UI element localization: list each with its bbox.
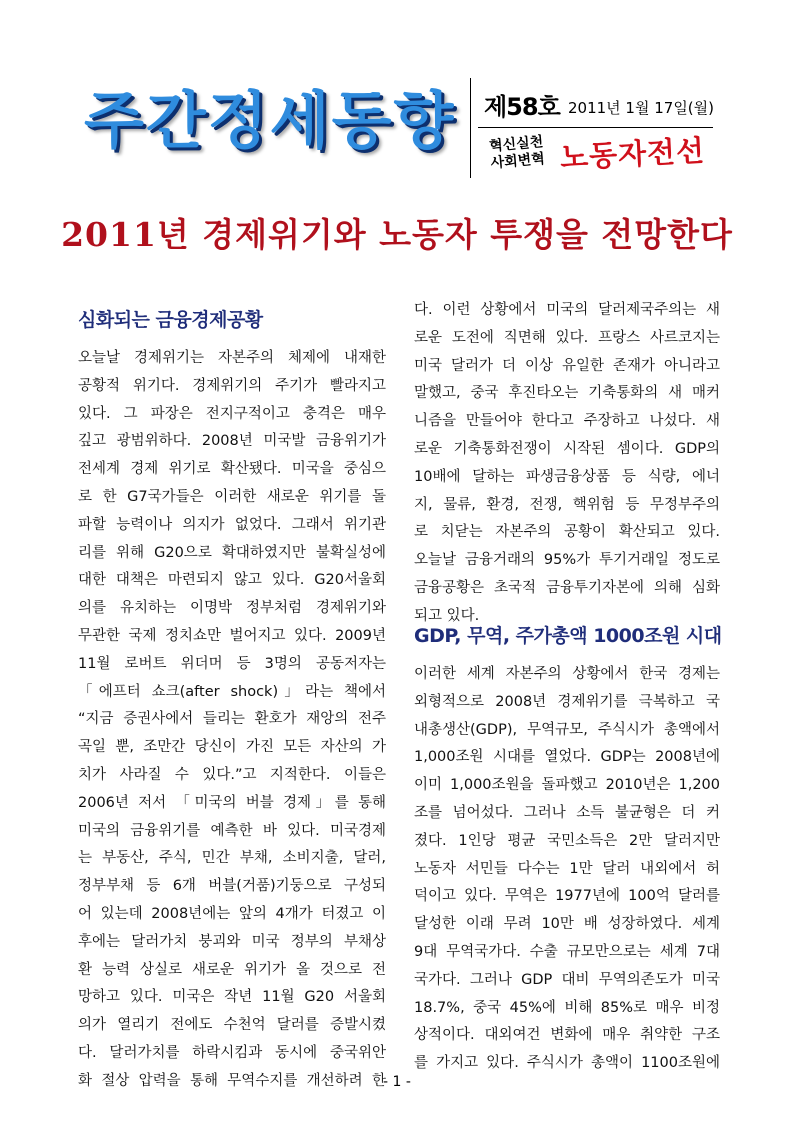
text-line: 로 치닫는 자본주의 공황이 확산되고 있다.: [414, 524, 720, 541]
text-line: 환 능력 상실로 새로운 위기가 올 것으로 전: [78, 961, 386, 978]
masthead-divider: [470, 78, 471, 178]
org-slogan-line: 혁신실천: [488, 134, 544, 155]
org-slogan-line: 사회변혁: [490, 150, 546, 172]
issue-number: 제58호: [484, 93, 560, 121]
org-slogan: [489, 133, 554, 172]
text-line: 망하고 있다. 미국은 작년 11월 G20 서울회: [78, 989, 386, 1006]
masthead-rule: [478, 127, 713, 128]
text-line: 2006년 저서 「미국의 버블 경제」를 통해: [78, 794, 386, 811]
text-line: 9대 무역국가다. 수출 규모만으로는 세계 7대: [414, 943, 720, 960]
text-line: 로운 기축통화전쟁이 시작된 셈이다. GDP의: [414, 440, 720, 457]
text-line: 1,000조원 시대를 열었다. GDP는 2008년에: [414, 749, 720, 766]
newsletter-title: 주간정세동향: [84, 84, 456, 157]
text-line: 의가 열리기 전에도 수천억 달러를 증발시켰: [78, 1017, 386, 1034]
article-column-right: [414, 661, 720, 1078]
text-line: 전세계 경제 위기로 확산됐다. 미국을 중심으: [78, 461, 386, 478]
text-line: 공황적 위기다. 경제위기의 주기가 빨라지고: [78, 377, 386, 394]
org-name: 노동자전선: [559, 133, 706, 175]
text-line: 있다. 그 파장은 전지구적이고 충격은 매우: [78, 405, 386, 422]
article-column-left: [78, 345, 386, 1096]
text-line: 깊고 광범위하다. 2008년 미국발 금융위기가: [78, 433, 386, 450]
text-line: 곡일 뿐, 조만간 당신이 가진 모든 자산의 가: [78, 739, 386, 756]
text-line: 다. 이런 상황에서 미국의 달러제국주의는 새: [414, 302, 720, 318]
text-line: 지, 물류, 환경, 전쟁, 핵위험 등 무정부주의: [414, 496, 720, 513]
article-column-right-continued: [414, 297, 720, 631]
text-line: 18.7%, 중국 45%에 비해 85%로 매우 비정: [414, 999, 720, 1016]
issue-date: 2011년 1월 17일(월): [568, 99, 715, 117]
section-heading-gdp-trade: GDP, 무역, 주가총액 1000조원 시대: [414, 625, 722, 647]
text-line: 어 있는데 2008년에는 앞의 4개가 터졌고 이: [78, 905, 386, 922]
text-line: 다. 달러가치를 하락시킴과 동시에 중국위안: [78, 1044, 386, 1061]
text-line: 이미 1,000조원을 돌파했고 2010년은 1,200: [414, 777, 720, 794]
text-line: 국가다. 그러나 GDP 대비 무역의존도가 미국: [414, 971, 720, 988]
text-line: 치가 사라질 수 있다.”고 지적한다. 이들은: [78, 766, 386, 783]
text-line: 「에프터 쇼크(after shock)」라는 책에서: [78, 683, 386, 700]
text-line: 리를 위해 G20으로 확대하였지만 불확실성에: [78, 544, 386, 561]
text-line: 조를 넘어섰다. 그러나 소득 불균형은 더 커: [414, 804, 720, 821]
text-line: 로 한 G7국가들은 이러한 새로운 위기를 돌: [78, 488, 386, 505]
text-line: 되고 있다.: [414, 607, 480, 624]
text-line: 상적이다. 대외여건 변화에 매우 취약한 구조: [414, 1027, 720, 1044]
section-heading-financial-crisis: 심화되는 금융경제공황: [78, 309, 263, 331]
text-line: 오늘날 금융거래의 95%가 투기거래일 정도로: [414, 552, 720, 569]
text-line: 이러한 세계 자본주의 상황에서 한국 경제는: [414, 666, 720, 682]
text-line: 달성한 이래 무려 10만 배 성장하였다. 세계: [414, 916, 720, 933]
text-line: 는 부동산, 주식, 민간 부채, 소비지출, 달러,: [78, 850, 386, 867]
text-line: 대한 대책은 마련되지 않고 있다. G20서울회: [78, 572, 386, 589]
page-number: - 1 -: [383, 1074, 411, 1090]
text-line: 오늘날 경제위기는 자본주의 체제에 내재한: [78, 350, 386, 366]
text-line: 덕이고 있다. 무역은 1977년에 100억 달러를: [414, 888, 720, 905]
text-line: “지금 증권사에서 들리는 환호가 재앙의 전주: [78, 711, 386, 728]
headline: 2011년 경제위기와 노동자 투쟁을 전망한다: [61, 215, 733, 254]
text-line: 후에는 달러가치 붕괴와 미국 정부의 부채상: [78, 933, 386, 950]
text-line: 화 절상 압력을 통해 무역수지를 개선하려 한: [78, 1072, 386, 1089]
text-line: 금융공황은 초국적 금융투기자본에 의해 심화: [414, 579, 720, 596]
text-line: 10배에 달하는 파생금융상품 등 식량, 에너: [414, 468, 720, 485]
text-line: 노동자 서민들 다수는 1만 달러 내외에서 허: [414, 860, 720, 877]
text-line: 니즘을 만들어야 한다고 주장하고 나섰다. 새: [414, 413, 720, 430]
text-line: 외형적으로 2008년 경제위기를 극복하고 국: [414, 693, 720, 710]
text-line: 정부부채 등 6개 버블(거품)기둥으로 구성되: [78, 878, 386, 895]
text-line: 미국 달러가 더 이상 유일한 존재가 아니라고: [414, 357, 720, 374]
text-line: 를 가지고 있다. 주식시가 총액이 1100조원에: [414, 1055, 720, 1072]
text-line: 졌다. 1인당 평균 국민소득은 2만 달러지만: [414, 832, 720, 849]
text-line: 내총생산(GDP), 무역규모, 주식시가 총액에서: [414, 721, 720, 738]
text-line: 무관한 국제 정치쇼만 벌어지고 있다. 2009년: [78, 627, 386, 644]
text-line: 11월 로버트 위더머 등 3명의 공동저자는: [78, 655, 386, 672]
text-line: 로운 도전에 직면해 있다. 프랑스 사르코지는: [414, 329, 720, 346]
text-line: 의를 유치하는 이명박 정부처럼 경제위기와: [78, 600, 386, 617]
text-line: 말했고, 중국 후진타오는 기축통화의 새 매커: [414, 385, 720, 402]
text-line: 미국의 금융위기를 예측한 바 있다. 미국경제: [78, 822, 386, 839]
text-line: 파할 능력이나 의지가 없었다. 그래서 위기관: [78, 516, 386, 533]
